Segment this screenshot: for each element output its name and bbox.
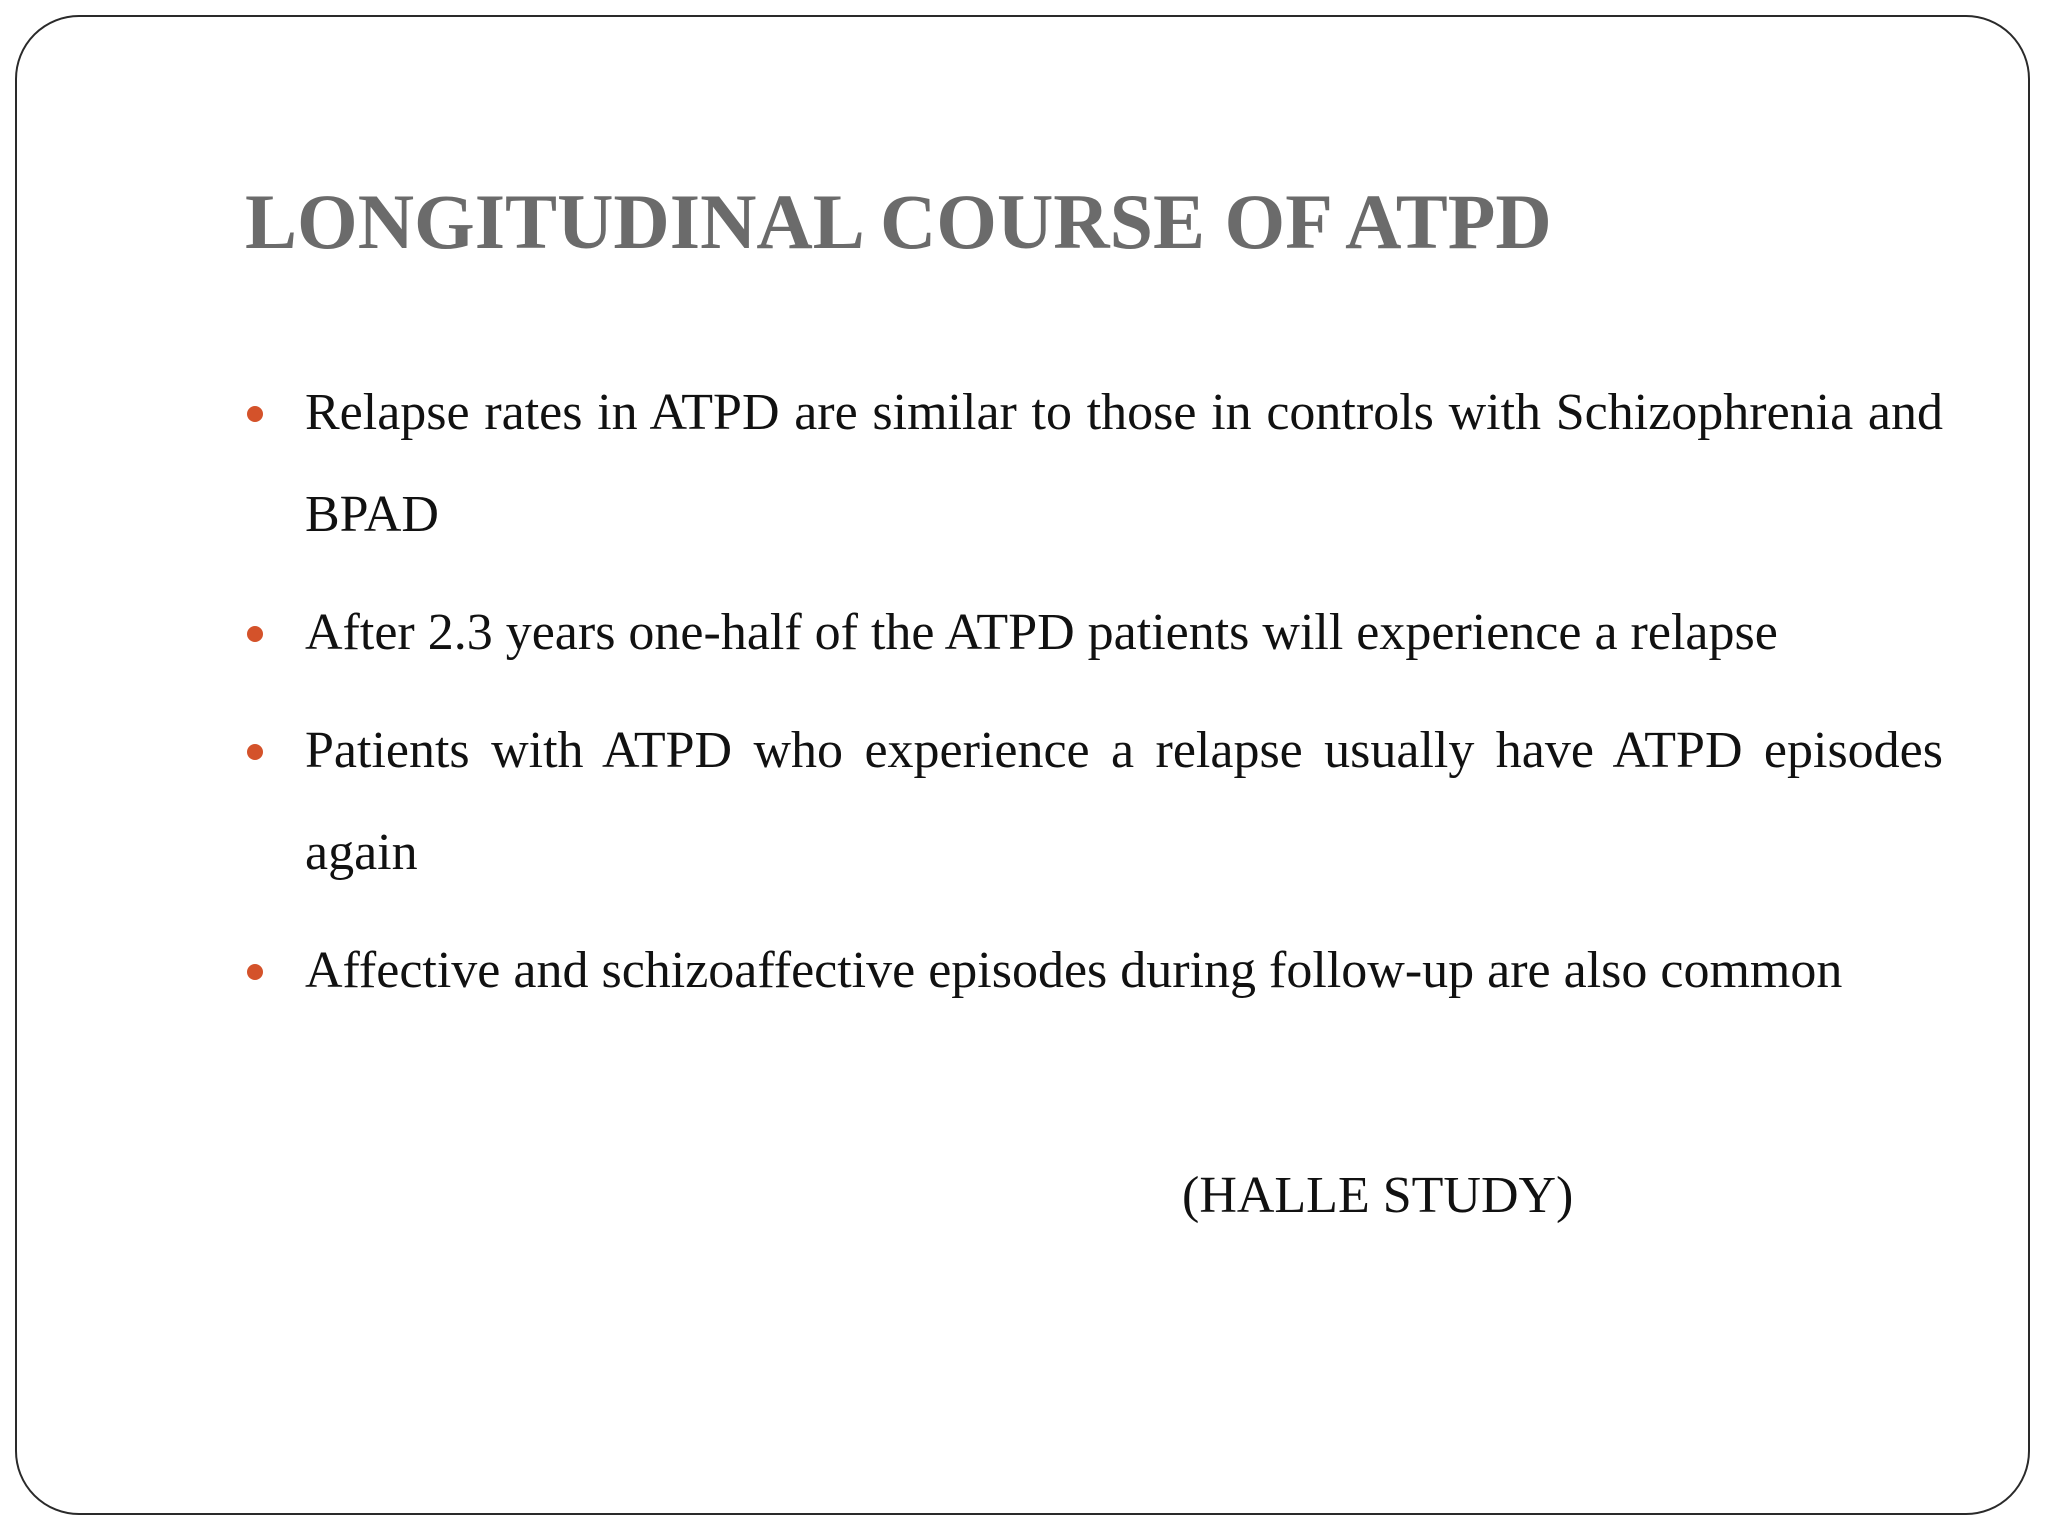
bullet-text: Patients with ATPD who experience a relapse usually have ATPD episodes again xyxy=(305,722,1943,881)
slide-title: LONGITUDINAL COURSE OF ATPD xyxy=(245,178,1552,265)
bullet-dot-icon xyxy=(247,744,263,760)
bullet-item xyxy=(245,700,1943,904)
bullet-text: After 2.3 years one-half of the ATPD patients will experience a relapse xyxy=(305,604,1778,661)
bullet-item xyxy=(245,582,1943,684)
bullet-list xyxy=(245,362,1943,1038)
bullet-dot-icon xyxy=(247,964,263,980)
bullet-text: Affective and schizoaffective episodes during follow-up are also common xyxy=(305,942,1843,999)
bullet-text: Relapse rates in ATPD are similar to those in controls with Schizophrenia and BPAD xyxy=(305,384,1943,543)
bullet-item xyxy=(245,362,1943,566)
citation: (HALLE STUDY) xyxy=(1182,1167,1574,1224)
bullet-item xyxy=(245,920,1943,1022)
slide-frame xyxy=(15,15,2030,1515)
bullet-dot-icon xyxy=(247,406,263,422)
bullet-dot-icon xyxy=(247,626,263,642)
